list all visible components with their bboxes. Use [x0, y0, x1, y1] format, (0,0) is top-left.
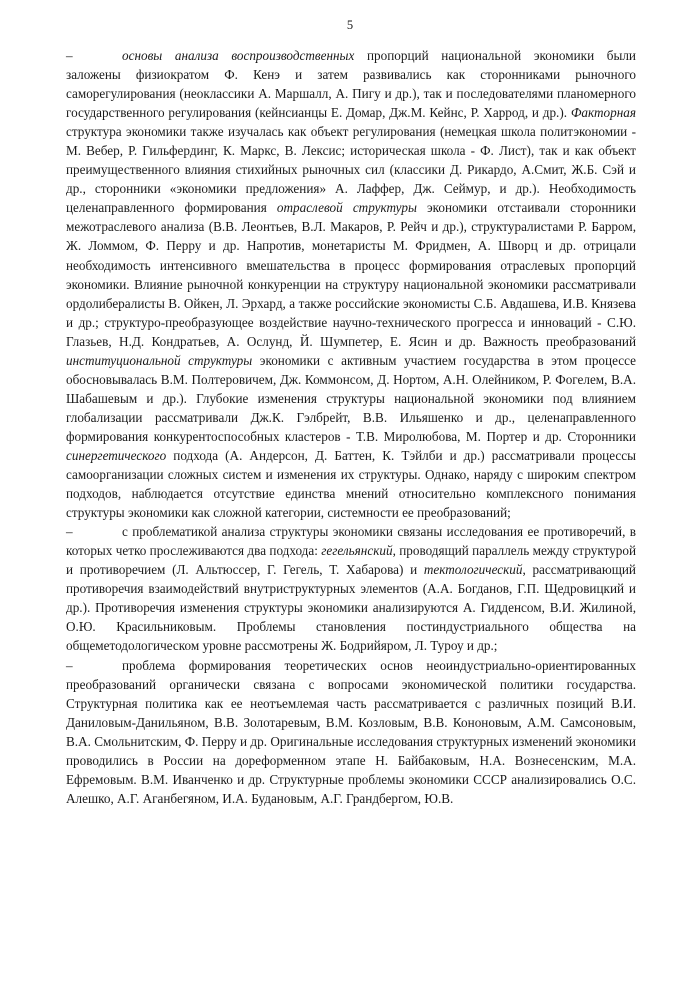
body-text-run: экономики с активным участием государства в этом процессе обосновывалась В.М. Полтеровичем, Дж. Коммонсом, Д. Нортом, А.Н. Олейником, Р. Фогелем, В.А. Шабашевым и др.). Глубокие изменения структуры национальной экономики под влиянием глобализации рассматривали Дж.К. Гэлбрейт, В.В. Ильяшенко и др., целенаправленного формирования конкурентоспособных кластеров - Т.В. Миролюбова, М. Портер и др. Сторонники [66, 352, 636, 444]
body-text-run: с проблематикой анализа структуры экономики связаны исследования ее противоречий, в которых четко прослеживаются два подхода: [66, 524, 636, 559]
emphasis-text: тектологический [423, 562, 523, 578]
body-text-run: подхода (А. Андерсон, Д. Баттен, К. Тэйлби и др.) рассматривали процессы самоорганизации сложных систем и изменения их структуры. Однако, наряду с широким спектром подходов, наблюдается отсутствие единства мнений относительно комплексного понимания структуры экономики как сложной категории, системности ее преобразований; [66, 447, 636, 521]
paragraph [66, 522, 636, 655]
paragraph-lead-dash: – [66, 657, 73, 673]
paragraph-lead-dash: – [66, 48, 73, 63]
document-body [66, 46, 636, 808]
body-text-run: , проводящий параллель между структурой и противоречием (Л. Альтюссер, Г. Гегель, Т. Хабарова) и [66, 543, 636, 578]
paragraph-lead-dash: – [66, 524, 73, 540]
page-number: 5 [346, 18, 354, 32]
body-text-run: проблема формирования теоретических основ неоиндустриально-ориентированных преобразований органически связана с вопросами экономической политики государства. Структурная политика как ее неотъемлемая часть рассматривается с различных позиций В.И. Даниловым-Данильяном, В.В. Золотаревым, В.М. Козловым, В.В. Кононовым, А.М. Самсоновым, В.А. Смольнитским, Ф. Перру и др. Оригинальные исследования структурных изменений экономики проводились в России на дореформенном этапе Н. Байбаковым, Н.А. Вознесенским, М.А. Ефремовым. В.М. Иванченко и др. Структурные проблемы экономики СССР анализировались О.С. Алешко, А.Г. Аганбегяном, И.А. Будановым, А.Г. Грандбергом, Ю.В. [66, 657, 636, 806]
body-text-run: , рассматривающий противоречия взаимодействий внутриструктурных элементов (А.А. Богданов, Г.П. Щедровицкий и др.). Противоречия изменения структуры экономики анализируются А. Гидденсом, В.И. Жилиной, О.Ю. Красильниковым. Проблемы становления постиндустриального общества на общеметодологическом уровне рассмотрены Ж. Бодрийяром, Л. Туроу и др.; [66, 562, 636, 654]
paragraph [66, 656, 636, 808]
body-text-run: структура экономики также изучалась как объект регулирования (немецкая школа политэкономии - М. Вебер, Р. Гильфердинг, К. Маркс, В. Лексис; историческая школа - Ф. Лист), так и как объект преимущественного влияния стихийных рыночных сил (классики Д. Рикардо, А.Смит, Ж.Б. Сэй и др., сторонники «экономики предложения» А. Лаффер, Дж. Сеймур, и др.). Необходимость целенаправленного формирования [66, 124, 636, 216]
emphasis-text: синергетического [66, 447, 167, 463]
body-text-run: экономики отстаивали сторонники межотраслевого анализа (В.В. Леонтьев, В.Л. Макаров, Р. Рейч и др.), структуралистами Р. Барром, Ж. Ломмом, Ф. Перру и др. Напротив, монетаристы М. Фридмен, А. Шворц и др. отрицали необходимость интенсивного вмешательства в процесс формирования отраслевых пропорций экономики. Влияние рыночной конкуренции на структуру национальной экономики рассматривали ордолибералисты В. Ойкен, Л. Эрхард, а также российские экономисты С.Б. Авдашева, И.В. Князева и др.; структуро-преобразующее воздействие научно-технического прогресса и инноваций - С.Ю. Глазьев, Н.Д. Кондратьев, А. Ослунд, Й. Шумпетер, Е. Ясин и др. Важность преобразований [66, 200, 637, 349]
emphasis-text: гегельянский [321, 543, 393, 559]
emphasis-text: основы анализа воспроизводственных [122, 48, 355, 63]
emphasis-text: институциональной структуры [66, 352, 253, 368]
emphasis-text: отраслевой структуры [276, 200, 417, 216]
body-text-run: пропорций национальной экономики были заложены физиократом Ф. Кенэ и затем развивались как сторонниками рыночного саморегулирования (неоклассики А. Маршалл, А. Пигу и др.), так и последователями планомерного государственного регулирования (кейнсианцы Е. Домар, Дж.М. Кейнс, Р. Харрод, и др.). [66, 48, 636, 121]
paragraph [66, 46, 636, 522]
emphasis-text: Факторная [570, 105, 636, 121]
